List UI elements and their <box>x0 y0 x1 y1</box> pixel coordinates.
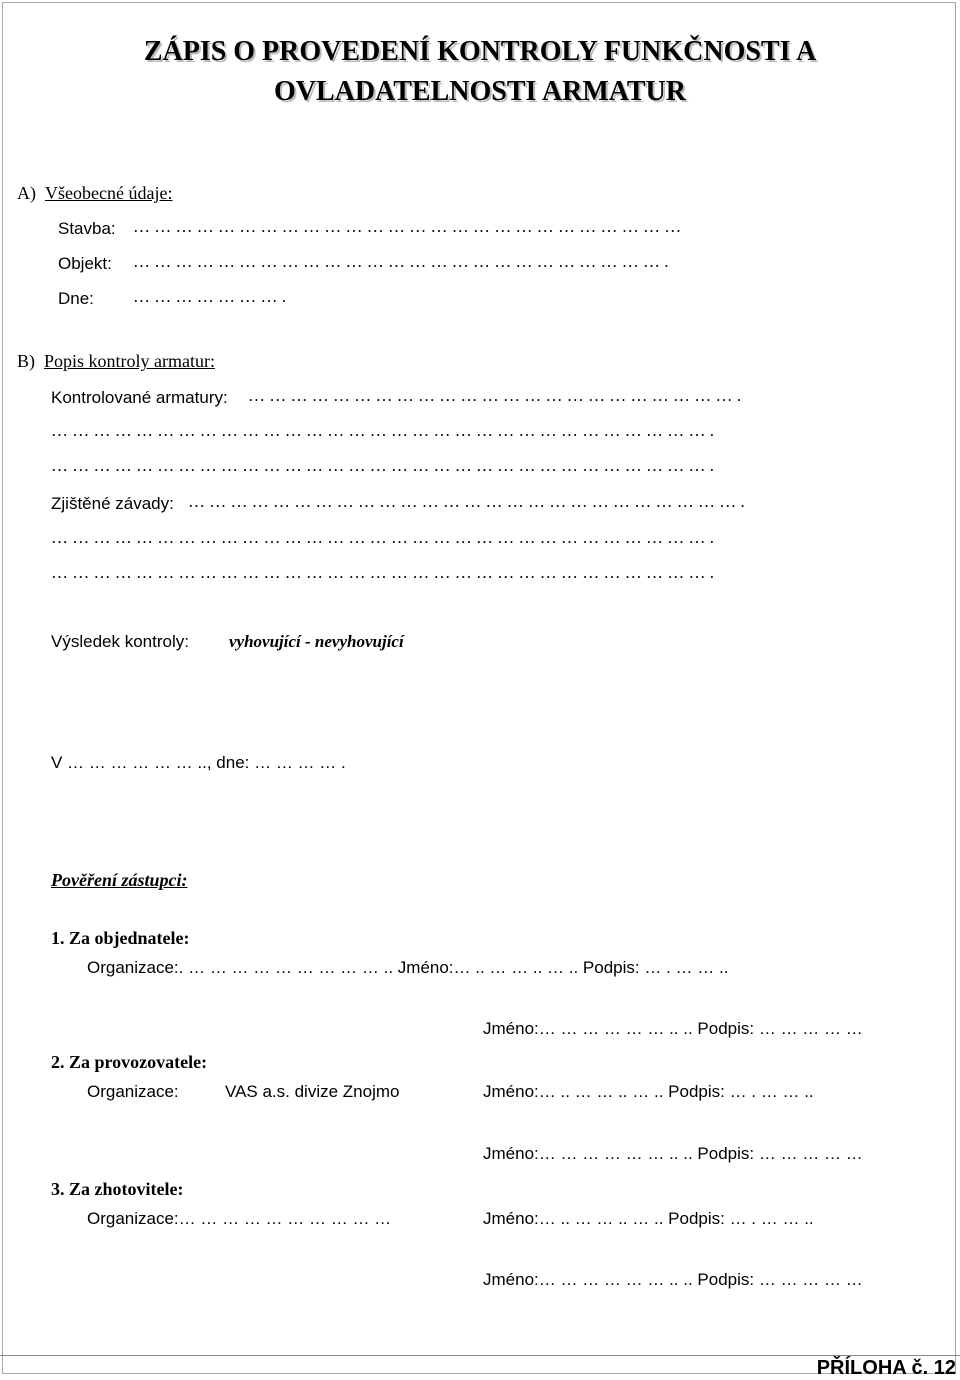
page-border <box>2 2 956 1374</box>
armatury-field-3[interactable]: … … … … … … … … … … … … … … … … … … … … … … … … … … … … … … … . <box>51 456 714 475</box>
zavady-field-1[interactable]: … … … … … … … … … … … … … … … … … … … … … … … … … … . <box>188 492 745 511</box>
rep2-organization-label: Organizace: <box>87 1082 179 1101</box>
armatury-field-2[interactable]: … … … … … … … … … … … … … … … … … … … … … … … … … … … … … … … . <box>51 421 714 440</box>
document-title-line1: ZÁPIS O PROVEDENÍ KONTROLY FUNKČNOSTI A <box>143 36 817 67</box>
stavba-field[interactable]: … … … … … … … … … … … … … … … … … … … … … … … … … … <box>133 217 682 236</box>
rep1-organization-line[interactable]: Organizace:. … … … … … … … … … .. Jméno:… .. … … .. … .. Podpis: … . … … .. <box>87 958 729 977</box>
rep3-name-line[interactable]: Jméno:… .. … … .. … .. Podpis: … . … … .. <box>483 1209 814 1228</box>
rep2-title: 2. Za provozovatele: <box>51 1052 208 1072</box>
rep3-organization-line[interactable]: Organizace:… … … … … … … … … … <box>87 1209 392 1228</box>
section-b-marker: B) <box>17 351 35 371</box>
place-date-line[interactable]: V … … … … … … .., dne: … … … … . <box>51 753 346 772</box>
zavady-label: Zjištěné závady: <box>51 494 174 513</box>
armatury-field-1[interactable]: … … … … … … … … … … … … … … … … … … … … … … … . <box>248 386 741 405</box>
dne-field[interactable]: … … … … … … … . <box>133 287 286 306</box>
armatury-label: Kontrolované armatury: <box>51 388 228 407</box>
vysledek-label: Výsledek kontroly: <box>51 632 189 651</box>
rep3-title: 3. Za zhotovitele: <box>51 1179 184 1199</box>
rep1-title: 1. Za objednatele: <box>51 928 190 948</box>
dne-label: Dne: <box>58 289 94 308</box>
section-a-heading <box>17 183 172 204</box>
rep2-name-line[interactable]: Jméno:… .. … … .. … .. Podpis: … . … … .. <box>483 1082 814 1101</box>
section-a-title: Všeobecné údaje: <box>45 183 173 203</box>
section-b-heading <box>17 351 215 372</box>
document-title-line2: OVLADATELNOSTI ARMATUR <box>273 76 686 107</box>
rep1-extra-line[interactable]: Jméno:… … … … … … .. .. Podpis: … … … … … <box>483 1019 863 1038</box>
zavady-field-2[interactable]: … … … … … … … … … … … … … … … … … … … … … … … … … … … … … … … . <box>51 528 714 547</box>
footer-divider <box>0 1355 960 1356</box>
rep2-extra-line[interactable]: Jméno:… … … … … … .. .. Podpis: … … … … … <box>483 1144 863 1163</box>
objekt-label: Objekt: <box>58 254 112 273</box>
vysledek-value[interactable]: vyhovující - nevyhovující <box>229 632 404 651</box>
stavba-label: Stavba: <box>58 219 116 238</box>
appendix-label: PŘÍLOHA č. 12 <box>816 1357 956 1379</box>
section-b-title: Popis kontroly armatur: <box>44 351 215 371</box>
representatives-heading: Pověření zástupci: <box>51 870 188 890</box>
objekt-field[interactable]: … … … … … … … … … … … … … … … … … … … … … … … … … . <box>133 252 669 271</box>
rep3-extra-line[interactable]: Jméno:… … … … … … .. .. Podpis: … … … … … <box>483 1270 863 1289</box>
rep2-organization-value: VAS a.s. divize Znojmo <box>225 1082 400 1101</box>
section-a-marker: A) <box>17 183 36 203</box>
zavady-field-3[interactable]: … … … … … … … … … … … … … … … … … … … … … … … … … … … … … … … . <box>51 563 714 582</box>
